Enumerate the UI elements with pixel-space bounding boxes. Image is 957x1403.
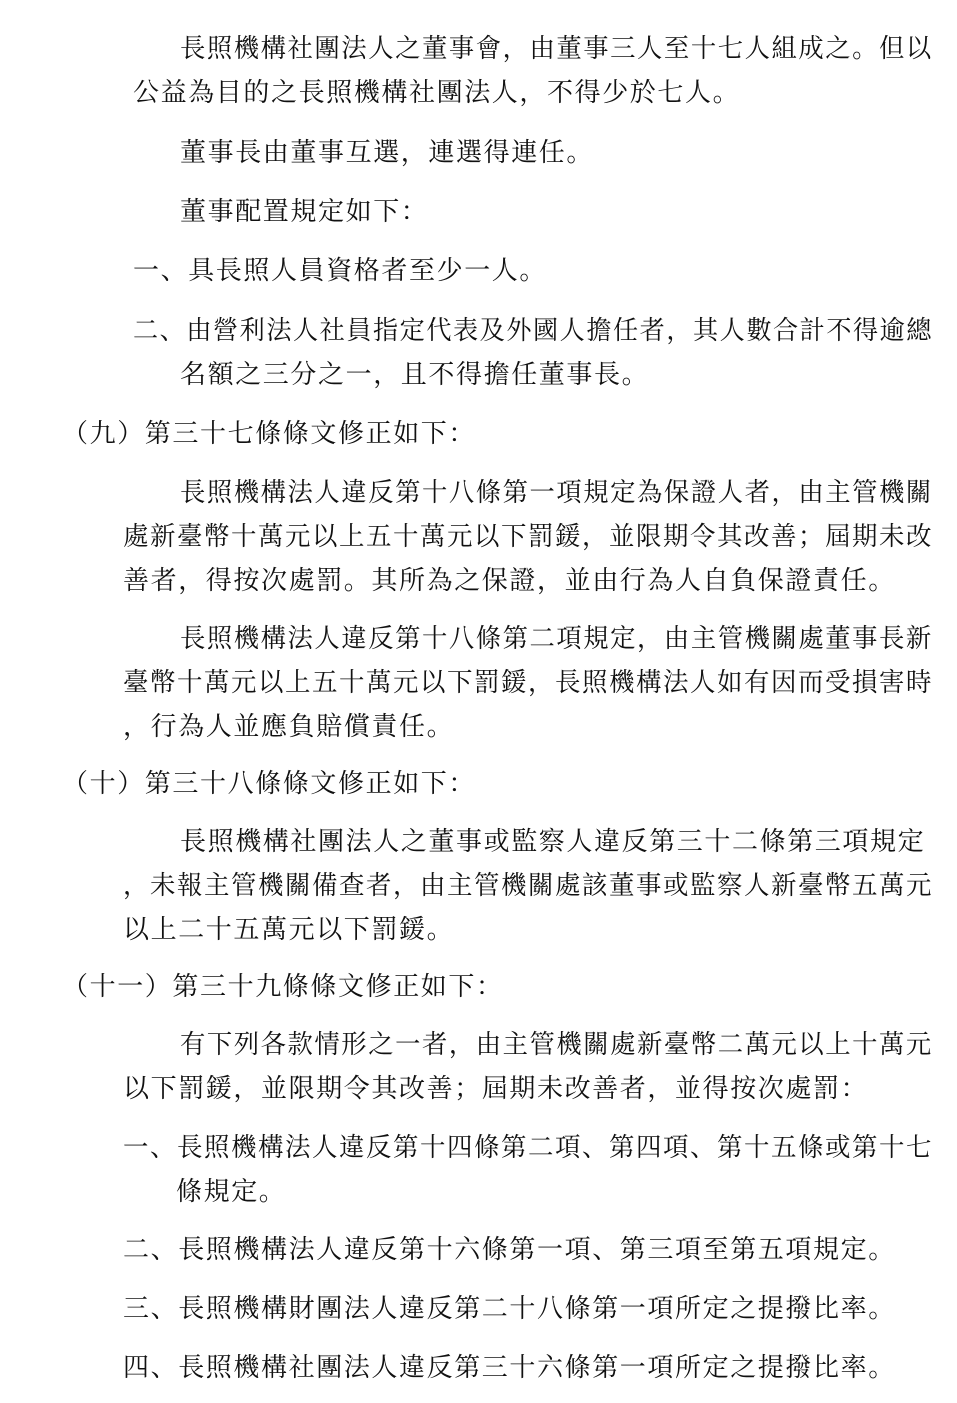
section-heading-11: （十一）第三十九條條文修正如下：: [62, 972, 504, 1002]
list-item-1: 一、具長照人員資格者至少一人。: [133, 256, 548, 286]
section-heading-9: （九）第三十七條條文修正如下：: [62, 419, 477, 449]
para-art37-2-line-1: 長照機構法人違反第十八條第二項規定，由主管機關處董事長新: [180, 624, 933, 654]
para-art37-1-line-3: 善者，得按次處罰。其所為之保證，並由行為人自負保證責任。: [123, 566, 896, 596]
list-art39-item-3: 三、長照機構財團法人違反第二十八條第一項所定之提撥比率。: [123, 1294, 896, 1324]
para-art38-line-1: 長照機構社團法人之董事或監察人違反第三十二條第三項規定: [180, 827, 926, 857]
para-allocation-intro: 董事配置規定如下：: [180, 197, 429, 227]
para-directors-line-1: 長照機構社團法人之董事會，由董事三人至十七人組成之。但以: [180, 34, 933, 64]
para-art37-1-line-1: 長照機構法人違反第十八條第一項規定為保證人者，由主管機關: [180, 478, 933, 508]
list-art39-item-1-line-2: 條規定。: [176, 1177, 287, 1207]
list-item-2-line-1: 二、由營利法人社員指定代表及外國人擔任者，其人數合計不得逾總: [133, 316, 934, 346]
list-item-2-line-2: 名額之三分之一，且不得擔任董事長。: [180, 360, 650, 390]
para-art37-2-line-3: ，行為人並應負賠償責任。: [123, 712, 455, 742]
para-chairman: 董事長由董事互選，連選得連任。: [180, 138, 595, 168]
list-art39-item-1-line-1: 一、長照機構法人違反第十四條第二項、第四項、第十五條或第十七: [123, 1133, 934, 1163]
section-heading-10: （十）第三十八條條文修正如下：: [62, 769, 477, 799]
para-art39-line-2: 以下罰鍰，並限期令其改善；屆期未改善者，並得按次處罰：: [123, 1074, 869, 1104]
list-art39-item-2: 二、長照機構法人違反第十六條第一項、第三項至第五項規定。: [123, 1235, 896, 1265]
para-art39-line-1: 有下列各款情形之一者，由主管機關處新臺幣二萬元以上十萬元: [180, 1030, 933, 1060]
para-art38-line-3: 以上二十五萬元以下罰鍰。: [123, 915, 455, 945]
para-art38-line-2: ，未報主管機關備查者，由主管機關處該董事或監察人新臺幣五萬元: [123, 871, 934, 901]
para-art37-1-line-2: 處新臺幣十萬元以上五十萬元以下罰鍰，並限期令其改善；屆期未改: [123, 522, 934, 552]
para-art37-2-line-2: 臺幣十萬元以上五十萬元以下罰鍰，長照機構法人如有因而受損害時: [123, 668, 934, 698]
list-art39-item-4: 四、長照機構社團法人違反第三十六條第一項所定之提撥比率。: [123, 1353, 896, 1383]
para-directors-line-2: 公益為目的之長照機構社團法人，不得少於七人。: [133, 78, 741, 108]
